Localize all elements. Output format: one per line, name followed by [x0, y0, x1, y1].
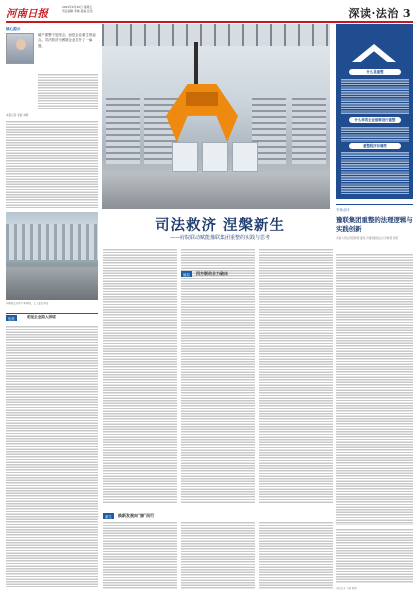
masthead-logo: 河南日报 [6, 8, 48, 20]
article-column-1 [103, 248, 177, 503]
section-tag-breakthrough: 破局 [183, 272, 190, 277]
portrait-photo [6, 33, 34, 64]
article-body-crisis [6, 325, 98, 587]
issue-meta [62, 5, 212, 13]
expert-body-end [336, 528, 413, 584]
issue-date: 2025年6月20日 星期五 [62, 5, 93, 9]
factory-photo [6, 212, 98, 300]
explainer-question-2: 什么样的企业能够进行重整 [349, 117, 401, 123]
article-body-intro [6, 120, 98, 208]
main-subheadline: ——府院联动赋能豫联集团重整的实践与思考 [169, 235, 270, 241]
main-headline: 司法救济 涅槃新生 [154, 217, 286, 234]
expert-intro: 河南大学法学院教授 董某 河南财经政法大学教授 郭某 [336, 237, 399, 240]
expert-footer: 本报记者 李丽 整理 [336, 587, 357, 590]
section-title-rebirth: 焕新发展向"绿"而行 [118, 513, 155, 518]
byline: 本报记者 李丽 刘明 [6, 114, 29, 117]
article-column-5 [181, 521, 255, 589]
expert-kicker: 专家点评 [336, 208, 350, 212]
explainer-answer-3 [341, 151, 409, 195]
page-number: 3 [402, 7, 411, 20]
article-column-4 [103, 521, 177, 589]
page-section-title [349, 5, 412, 21]
section-name: 深读·法治 [348, 7, 399, 20]
section-title-breakthrough: 四方联动合力破冰 [196, 271, 228, 276]
section-title-crisis: 明星企业陷入困境 [27, 315, 56, 319]
header-rule [6, 21, 413, 23]
issue-editors: 责任编辑 李晓 美编 张浩 [62, 9, 93, 13]
explainer-question-1: 什么是重整 [349, 69, 401, 75]
key-summary-label: 核心提示 [6, 27, 21, 31]
expert-title: 豫联集团重整的法理逻辑与实践创新 [336, 216, 413, 233]
explainer-answer-1 [341, 78, 409, 114]
explainer-answer-2 [341, 126, 409, 142]
article-column-3 [259, 248, 333, 503]
article-column-2 [181, 248, 255, 503]
article-column-6 [259, 521, 333, 589]
factory-photo-caption: 河南某公司生产车间内，工人正在作业 [6, 302, 49, 305]
expert-divider [336, 204, 413, 205]
warehouse-crane-photo [102, 24, 330, 209]
key-summary-text: 破产重整不是终点，而是企业重生的起点。司法救济为困境企业打开了一扇窗。 [38, 33, 96, 48]
section-tag-crisis: 危机 [8, 316, 15, 321]
section-tag-rebirth: 重生 [105, 514, 112, 519]
key-summary-more-text [38, 73, 98, 109]
expert-body [336, 253, 413, 525]
explainer-question-3: 重整程序有哪些 [349, 143, 401, 149]
